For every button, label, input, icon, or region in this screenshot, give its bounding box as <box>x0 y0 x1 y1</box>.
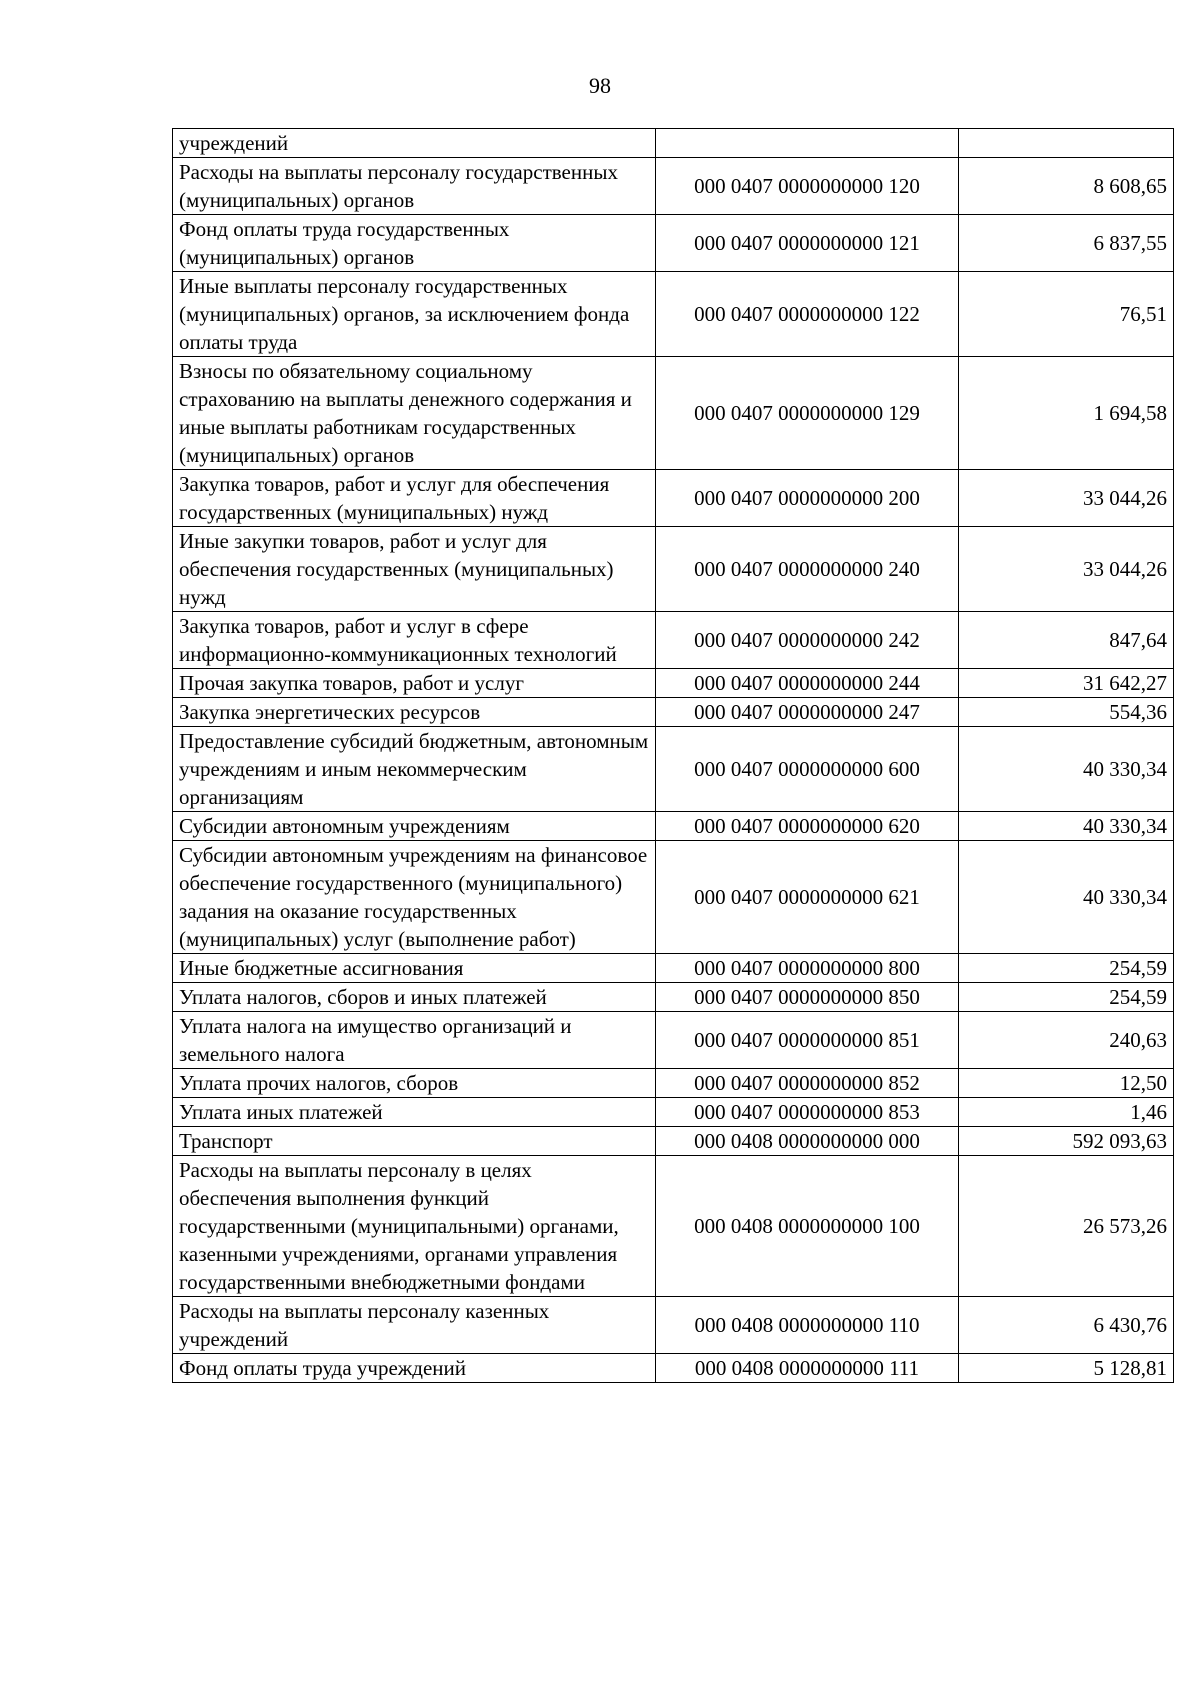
table-row <box>173 612 1174 669</box>
row-sum-cell: 554,36 <box>959 698 1174 727</box>
row-name-cell: Иные закупки товаров, работ и услуг для обеспечения государственных (муниципальных) нужд <box>173 527 656 612</box>
row-code-cell <box>656 129 959 158</box>
row-code-cell: 000 0408 0000000000 100 <box>656 1156 959 1297</box>
row-sum-cell: 33 044,26 <box>959 470 1174 527</box>
row-name-cell: Закупка товаров, работ и услуг для обеспечения государственных (муниципальных) нужд <box>173 470 656 527</box>
table-row <box>173 954 1174 983</box>
row-code-cell: 000 0408 0000000000 110 <box>656 1297 959 1354</box>
row-code-cell: 000 0407 0000000000 600 <box>656 727 959 812</box>
row-code-cell: 000 0408 0000000000 111 <box>656 1354 959 1383</box>
row-name-cell: Расходы на выплаты персоналу государственных (муниципальных) органов <box>173 158 656 215</box>
row-name-cell: Уплата прочих налогов, сборов <box>173 1069 656 1098</box>
table-row <box>173 812 1174 841</box>
row-name-cell: Закупка товаров, работ и услуг в сфере информационно-коммуникационных технологий <box>173 612 656 669</box>
row-name-cell: Прочая закупка товаров, работ и услуг <box>173 669 656 698</box>
row-sum-cell <box>959 129 1174 158</box>
row-code-cell: 000 0407 0000000000 120 <box>656 158 959 215</box>
row-sum-cell: 40 330,34 <box>959 812 1174 841</box>
row-name-cell: Иные выплаты персоналу государственных (муниципальных) органов, за исключением фонда оплаты труда <box>173 272 656 357</box>
budget-table-body <box>173 129 1174 1383</box>
row-name-cell: Расходы на выплаты персоналу в целях обеспечения выполнения функций государственными (муниципальными) органами, казенными учреждениями, органами управления государственными внебюджетными фондами <box>173 1156 656 1297</box>
table-row <box>173 1012 1174 1069</box>
table-row <box>173 1098 1174 1127</box>
row-code-cell: 000 0407 0000000000 850 <box>656 983 959 1012</box>
table-row <box>173 158 1174 215</box>
table-row <box>173 727 1174 812</box>
row-sum-cell: 33 044,26 <box>959 527 1174 612</box>
row-sum-cell: 76,51 <box>959 272 1174 357</box>
table-row <box>173 841 1174 954</box>
row-name-cell: Уплата иных платежей <box>173 1098 656 1127</box>
row-code-cell: 000 0407 0000000000 800 <box>656 954 959 983</box>
row-code-cell: 000 0407 0000000000 200 <box>656 470 959 527</box>
row-sum-cell: 31 642,27 <box>959 669 1174 698</box>
table-row <box>173 1354 1174 1383</box>
row-code-cell: 000 0407 0000000000 621 <box>656 841 959 954</box>
table-row <box>173 129 1174 158</box>
row-name-cell: Субсидии автономным учреждениям на финансовое обеспечение государственного (муниципального) задания на оказание государственных (муниципальных) услуг (выполнение работ) <box>173 841 656 954</box>
row-sum-cell: 240,63 <box>959 1012 1174 1069</box>
row-sum-cell: 5 128,81 <box>959 1354 1174 1383</box>
row-sum-cell: 6 837,55 <box>959 215 1174 272</box>
row-sum-cell: 8 608,65 <box>959 158 1174 215</box>
row-sum-cell: 592 093,63 <box>959 1127 1174 1156</box>
row-code-cell: 000 0407 0000000000 620 <box>656 812 959 841</box>
row-name-cell: Субсидии автономным учреждениям <box>173 812 656 841</box>
row-sum-cell: 40 330,34 <box>959 727 1174 812</box>
row-code-cell: 000 0408 0000000000 000 <box>656 1127 959 1156</box>
row-code-cell: 000 0407 0000000000 247 <box>656 698 959 727</box>
row-sum-cell: 254,59 <box>959 983 1174 1012</box>
row-name-cell: Уплата налога на имущество организаций и земельного налога <box>173 1012 656 1069</box>
table-row <box>173 215 1174 272</box>
row-code-cell: 000 0407 0000000000 242 <box>656 612 959 669</box>
row-name-cell: Уплата налогов, сборов и иных платежей <box>173 983 656 1012</box>
row-name-cell: Предоставление субсидий бюджетным, автономным учреждениям и иным некоммерческим организациям <box>173 727 656 812</box>
row-name-cell: Взносы по обязательному социальному страхованию на выплаты денежного содержания и иные выплаты работникам государственных (муниципальных) органов <box>173 357 656 470</box>
row-code-cell: 000 0407 0000000000 121 <box>656 215 959 272</box>
table-row <box>173 527 1174 612</box>
table-row <box>173 983 1174 1012</box>
row-code-cell: 000 0407 0000000000 852 <box>656 1069 959 1098</box>
table-row <box>173 1156 1174 1297</box>
table-row <box>173 1297 1174 1354</box>
row-name-cell: Фонд оплаты труда учреждений <box>173 1354 656 1383</box>
row-name-cell: Транспорт <box>173 1127 656 1156</box>
table-row <box>173 1127 1174 1156</box>
row-code-cell: 000 0407 0000000000 851 <box>656 1012 959 1069</box>
table-row <box>173 272 1174 357</box>
row-sum-cell: 254,59 <box>959 954 1174 983</box>
row-code-cell: 000 0407 0000000000 122 <box>656 272 959 357</box>
row-sum-cell: 6 430,76 <box>959 1297 1174 1354</box>
row-sum-cell: 12,50 <box>959 1069 1174 1098</box>
row-code-cell: 000 0407 0000000000 129 <box>656 357 959 470</box>
table-row <box>173 357 1174 470</box>
row-name-cell: учреждений <box>173 129 656 158</box>
table-row <box>173 698 1174 727</box>
row-sum-cell: 1 694,58 <box>959 357 1174 470</box>
table-row <box>173 669 1174 698</box>
row-sum-cell: 40 330,34 <box>959 841 1174 954</box>
table-row <box>173 1069 1174 1098</box>
budget-table <box>172 128 1174 1383</box>
row-name-cell: Иные бюджетные ассигнования <box>173 954 656 983</box>
row-name-cell: Закупка энергетических ресурсов <box>173 698 656 727</box>
row-name-cell: Фонд оплаты труда государственных (муниципальных) органов <box>173 215 656 272</box>
table-row <box>173 470 1174 527</box>
row-code-cell: 000 0407 0000000000 244 <box>656 669 959 698</box>
row-code-cell: 000 0407 0000000000 853 <box>656 1098 959 1127</box>
row-sum-cell: 847,64 <box>959 612 1174 669</box>
row-name-cell: Расходы на выплаты персоналу казенных учреждений <box>173 1297 656 1354</box>
row-code-cell: 000 0407 0000000000 240 <box>656 527 959 612</box>
page-number: 98 <box>589 73 611 98</box>
row-sum-cell: 1,46 <box>959 1098 1174 1127</box>
row-sum-cell: 26 573,26 <box>959 1156 1174 1297</box>
